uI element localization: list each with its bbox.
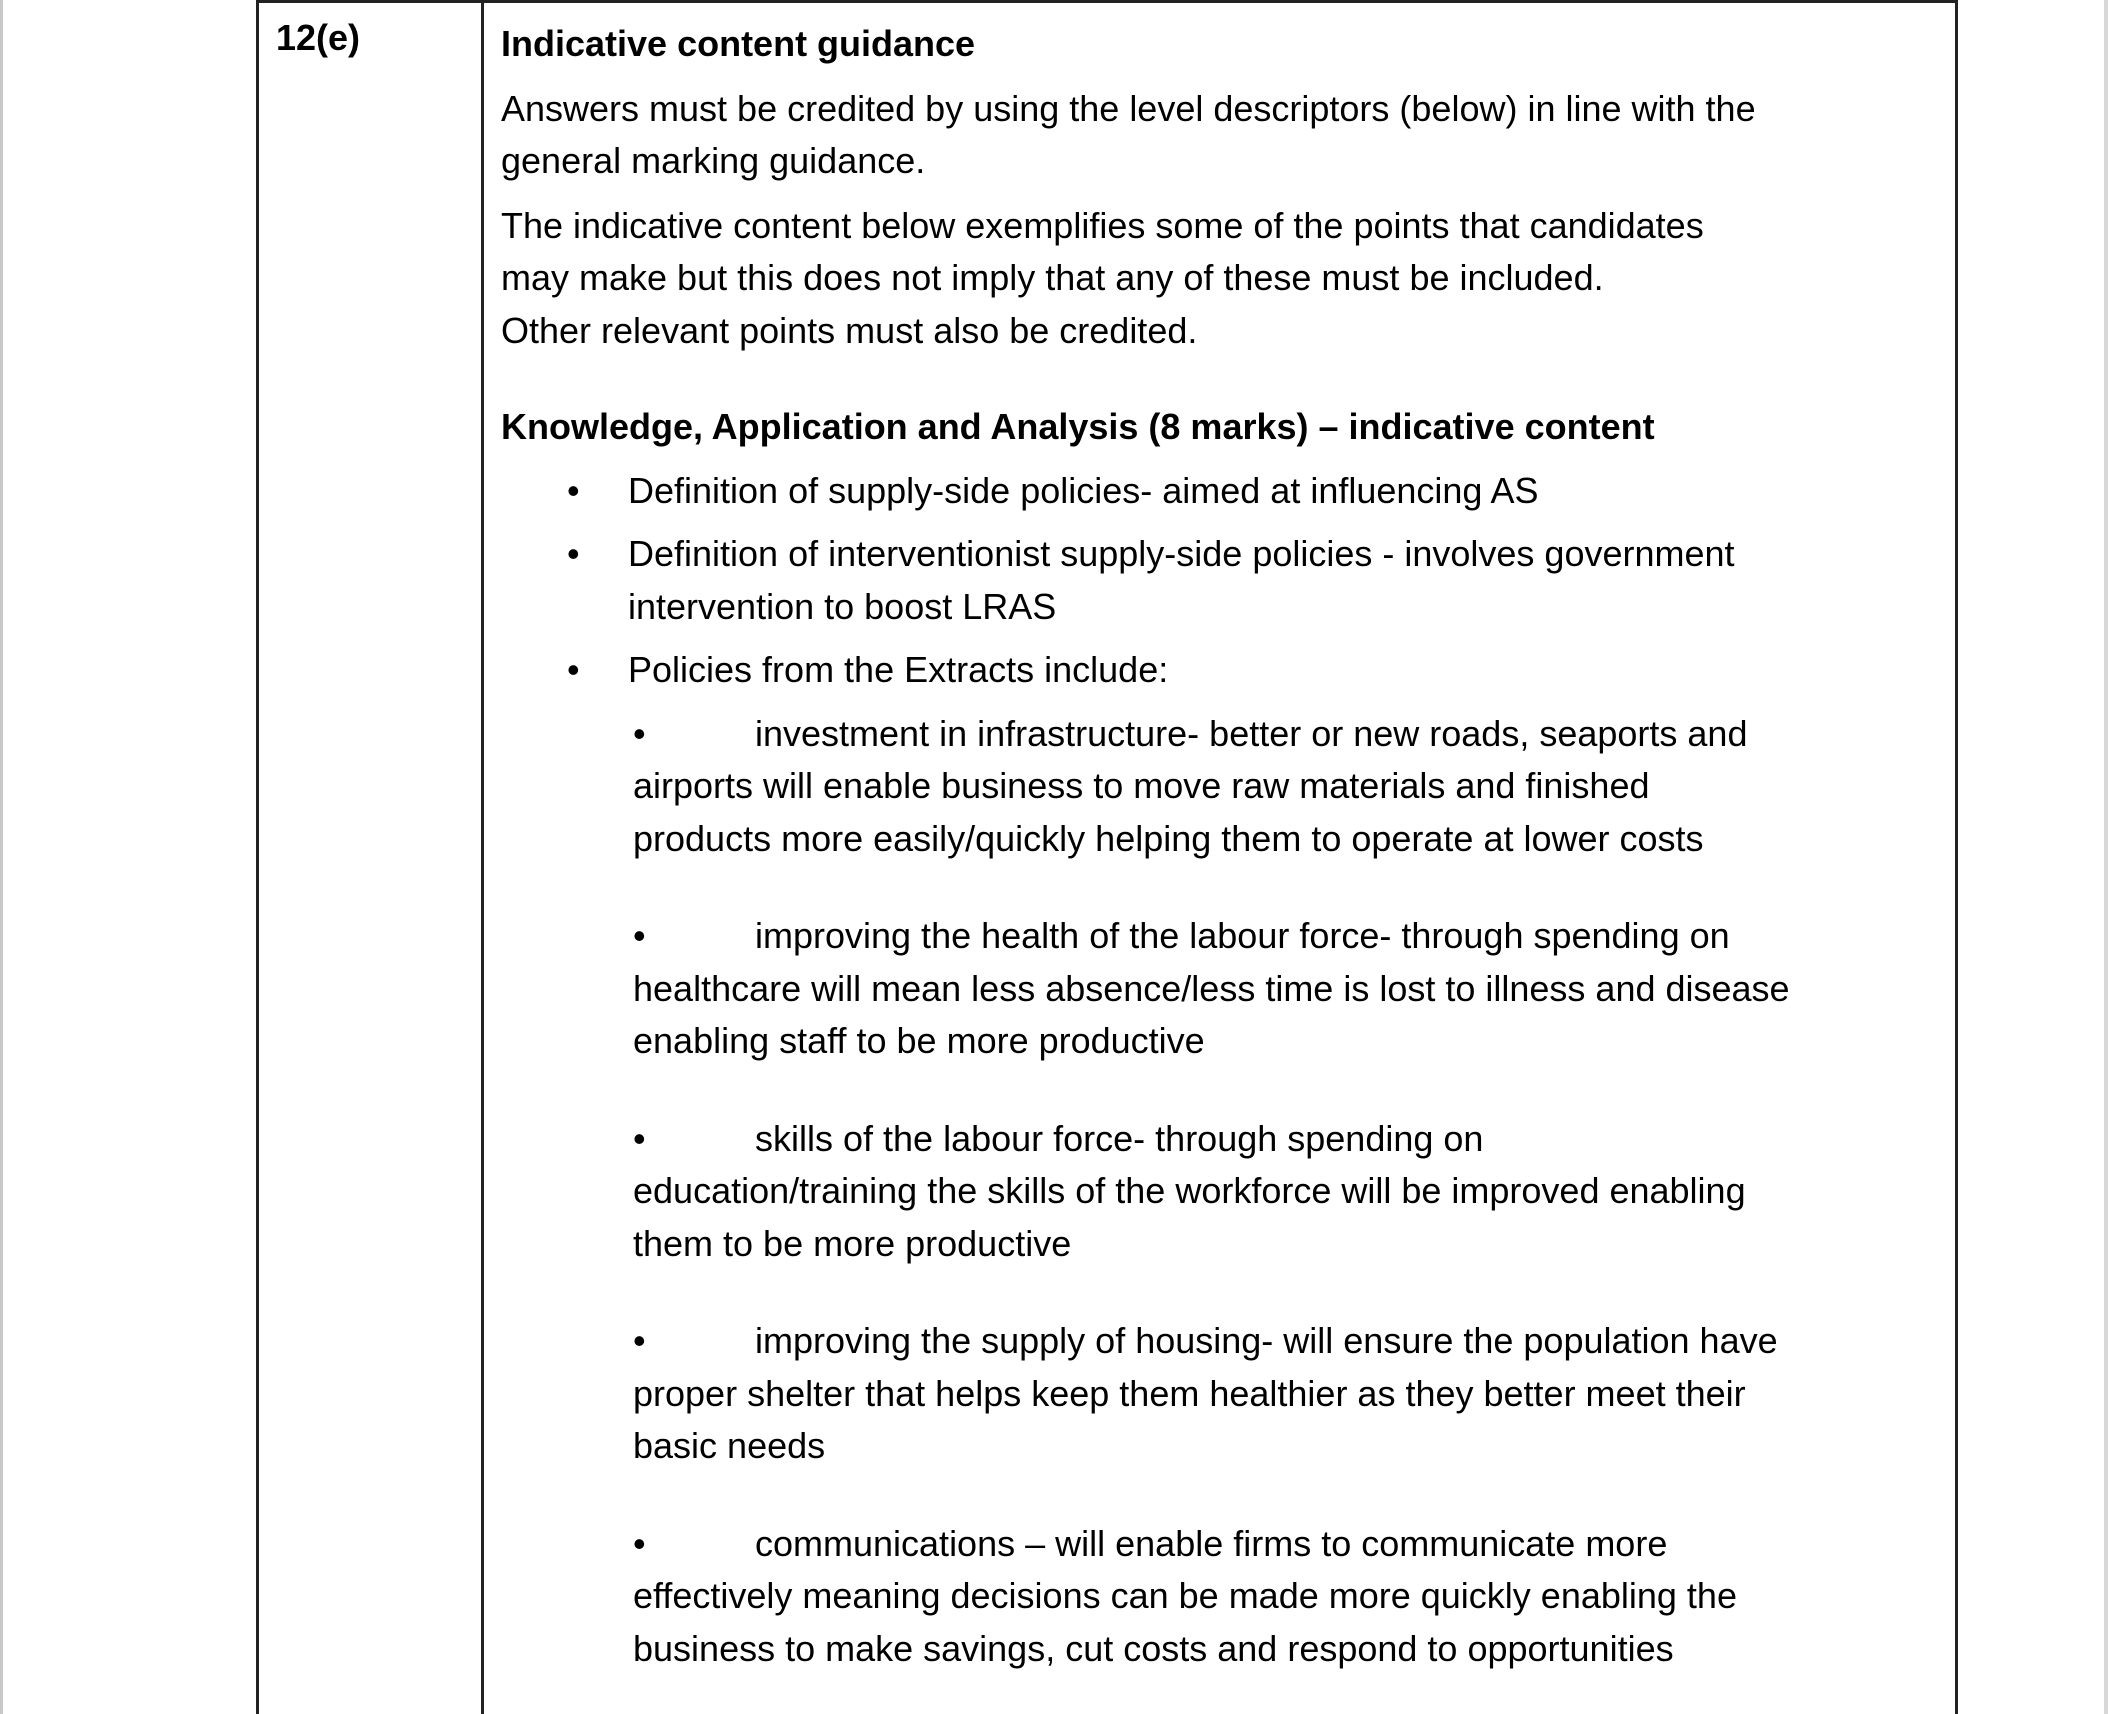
- bullet-icon: •: [567, 649, 580, 690]
- page-edge-left: [0, 0, 3, 1714]
- text-line: improving the supply of housing- will ensure the population have: [755, 1320, 1778, 1361]
- bullet-icon: •: [633, 1117, 646, 1159]
- sub-bullet-item: [501, 1518, 1941, 1676]
- section-heading: Knowledge, Application and Analysis (8 marks) – indicative content: [501, 406, 1655, 447]
- text-line: may make but this does not imply that any of these must be included.: [501, 257, 1604, 298]
- bullet-item: [501, 465, 1941, 518]
- page-edge-right: [2104, 0, 2108, 1714]
- question-number: 12(e): [276, 17, 361, 58]
- text-line: skills of the labour force- through spending on: [755, 1117, 1484, 1159]
- text-line: Policies from the Extracts include:: [628, 649, 1169, 690]
- text-line: airports will enable business to move raw materials and finished: [633, 765, 1650, 806]
- text-line: proper shelter that helps keep them healthier as they better meet their: [633, 1372, 1746, 1414]
- text-line: healthcare will mean less absence/less time is lost to illness and disease: [633, 967, 1790, 1009]
- sub-bullet-item: [501, 708, 1941, 866]
- text-line: investment in infrastructure- better or new roads, seaports and: [755, 712, 1748, 754]
- answer-cell: [501, 18, 1941, 1675]
- bullet-item: [501, 528, 1941, 633]
- bullet-icon: •: [567, 533, 580, 574]
- text-line: enabling staff to be more productive: [633, 1020, 1205, 1061]
- text-line: Definition of supply-side policies- aimed at influencing AS: [628, 469, 1539, 511]
- text-line: them to be more productive: [633, 1222, 1072, 1264]
- sub-bullet-item: [501, 910, 1941, 1068]
- text-line: effectively meaning decisions can be made more quickly enabling the: [633, 1575, 1737, 1616]
- text-line: improving the health of the labour force- through spending on: [755, 915, 1730, 956]
- intro-paragraph-1: [501, 83, 1941, 188]
- sub-bullet-item: [501, 1113, 1941, 1271]
- text-line: communications – will enable firms to communicate more: [755, 1522, 1668, 1564]
- text-line: basic needs: [633, 1425, 826, 1466]
- text-line: business to make savings, cut costs and respond to opportunities: [633, 1627, 1674, 1669]
- sub-bullet-list: [501, 708, 1941, 1676]
- column-divider: [481, 0, 484, 1714]
- text-line: products more easily/quickly helping them to operate at lower costs: [633, 817, 1704, 859]
- bullet-item: [501, 644, 1941, 697]
- heading: Indicative content guidance: [501, 23, 976, 64]
- sub-bullet-item: [501, 1315, 1941, 1473]
- bullet-icon: •: [633, 1320, 646, 1361]
- text-line: education/training the skills of the workforce will be improved enabling: [633, 1170, 1746, 1211]
- bullet-icon: •: [633, 712, 646, 754]
- bullet-icon: •: [633, 915, 646, 956]
- text-line: Answers must be credited by using the level descriptors (below) in line with the: [501, 87, 1756, 129]
- text-line: Other relevant points must also be credited.: [501, 309, 1198, 351]
- text-line: The indicative content below exemplifies some of the points that candidates: [501, 204, 1704, 246]
- bullet-icon: •: [633, 1522, 646, 1564]
- text-line: intervention to boost LRAS: [628, 585, 1057, 627]
- text-line: general marking guidance.: [501, 140, 926, 181]
- bullet-icon: •: [567, 469, 580, 511]
- intro-paragraph-2: [501, 200, 1941, 358]
- text-line: Definition of interventionist supply-side policies - involves government: [628, 533, 1735, 574]
